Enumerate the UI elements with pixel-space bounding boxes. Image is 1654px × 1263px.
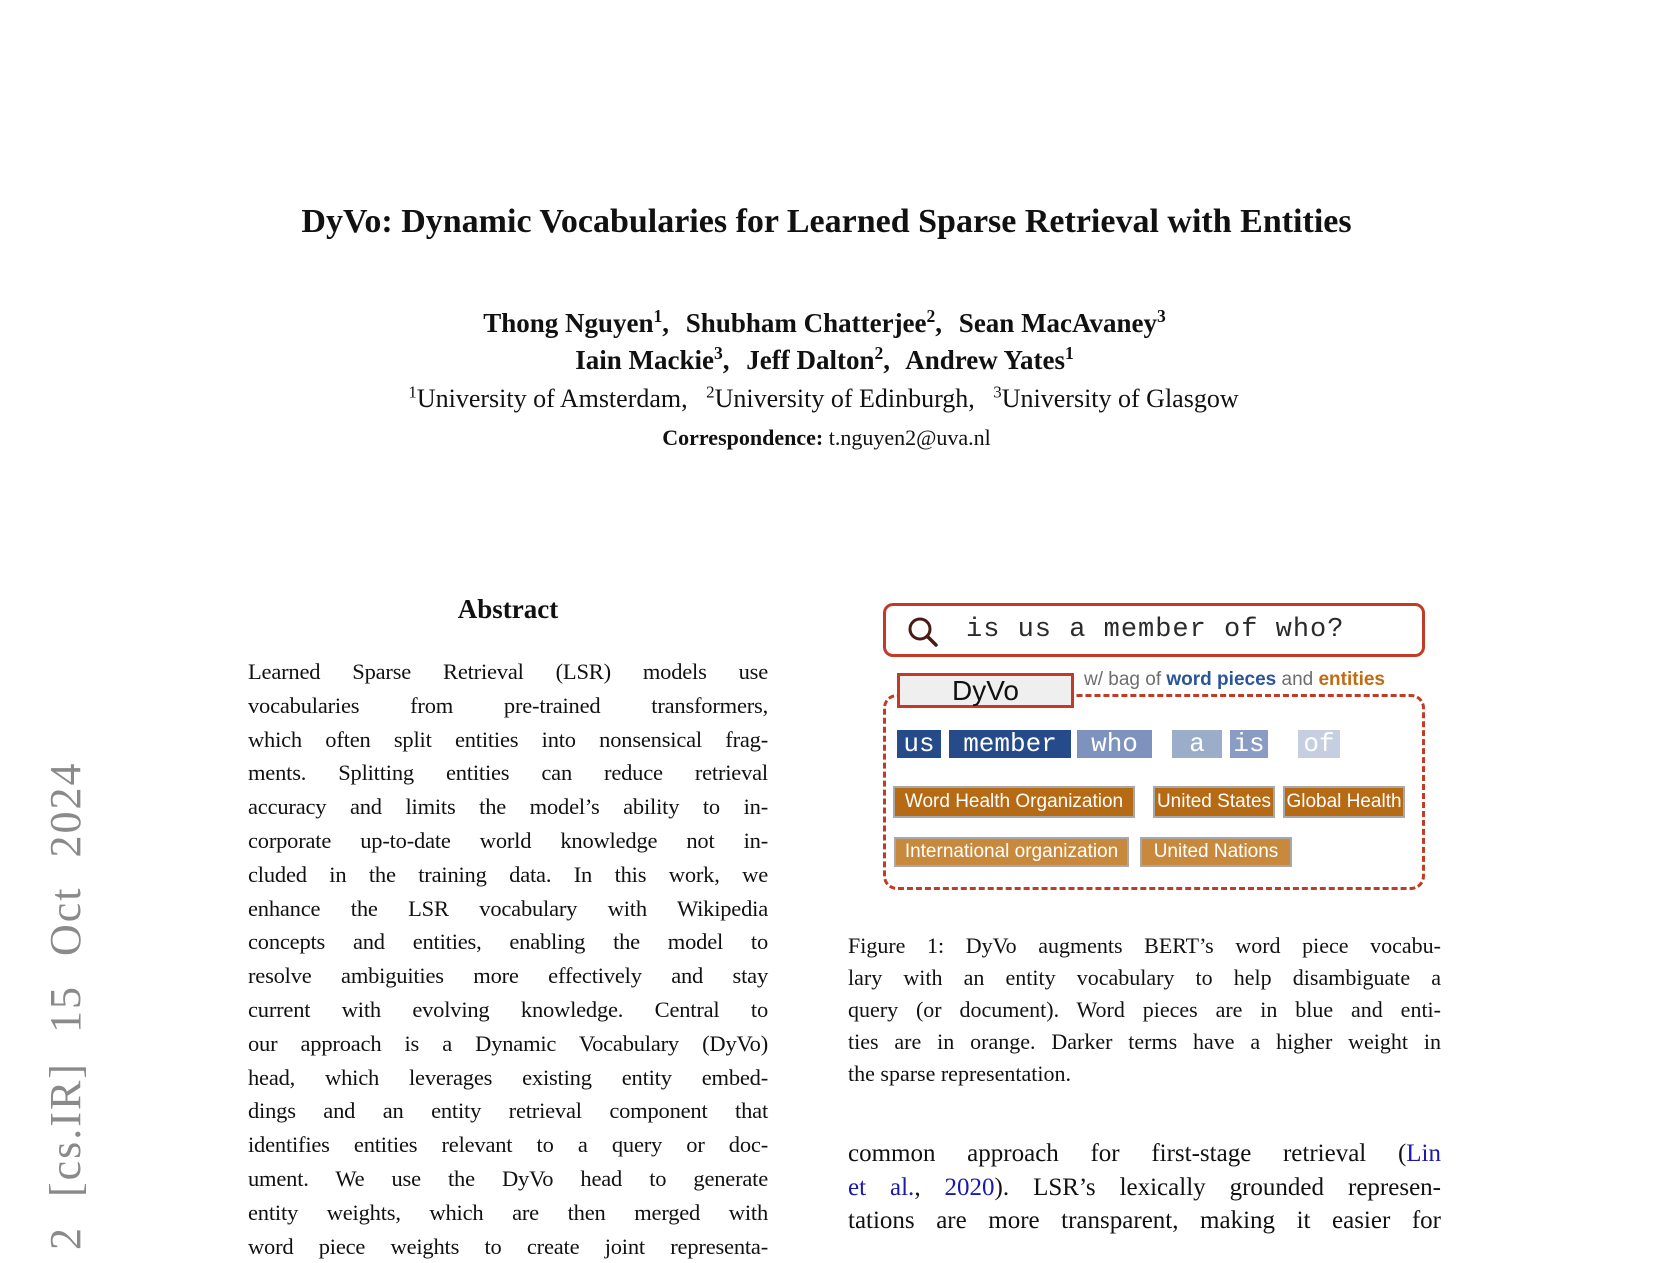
text-line: current with evolving knowledge. Central to <box>248 996 768 1022</box>
text-line: Learned Sparse Retrieval (LSR) models use <box>248 659 768 684</box>
text-line: lary with an entity vocabulary to help disambiguate a <box>848 965 1441 990</box>
text-line: Figure 1: DyVo augments BERT’s word piece vocabu- <box>848 933 1441 958</box>
search-icon <box>906 615 942 651</box>
author: Sean MacAvaney$^3$ <box>958 306 1166 338</box>
author: Thong Nguyen$^1$, <box>483 306 670 338</box>
abstract-heading: Abstract <box>457 594 559 624</box>
text-line: resolve ambiguities more effectively and stay <box>248 963 768 989</box>
authors-line-1 <box>212 306 1441 339</box>
bag-label <box>1084 669 1385 691</box>
text-segment: common approach for first-stage retrieval ( <box>848 1140 1407 1167</box>
citation-link[interactable]: et al. <box>848 1173 915 1201</box>
word-piece-tag: us <box>897 730 941 758</box>
correspondence-label: Correspondence: <box>662 425 824 450</box>
word-piece-tag: of <box>1298 730 1340 758</box>
affiliation: $^2$University of Edinburgh, <box>706 382 975 413</box>
text-line: the sparse representation. <box>848 1061 1071 1086</box>
text-line: concepts and entities, enabling the model to <box>248 929 768 955</box>
correspondence-email-link[interactable]: t.nguyen2@uva.nl <box>828 425 991 450</box>
text-line: ument. We use the DyVo head to generate <box>248 1165 768 1191</box>
author: Andrew Yates$^1$ <box>905 343 1074 375</box>
text-line: our approach is a Dynamic Vocabulary (DyVo) <box>248 1030 768 1056</box>
search-box-illustration <box>883 603 1425 657</box>
text-line: query (or document). Word pieces are in blue and enti- <box>848 997 1441 1022</box>
author: Jeff Dalton$^2$, <box>746 343 890 375</box>
body-text-column <box>848 1137 1441 1238</box>
citation-link[interactable]: Lin <box>1406 1140 1441 1167</box>
word-piece-tag: is <box>1230 730 1268 758</box>
text-line: tations are more transparent, making it easier for <box>848 1207 1441 1234</box>
authors-line-2 <box>212 343 1441 376</box>
text-line: ments. Splitting entities can reduce retrieval <box>248 760 768 786</box>
text-line <box>848 1171 1441 1205</box>
text-segment: and <box>1276 669 1319 690</box>
text-segment: entities <box>1318 669 1386 690</box>
dyvo-model-box: DyVo <box>897 673 1074 708</box>
paper-title: DyVo: Dynamic Vocabularies for Learned Sparse Retrieval with Entities <box>301 203 1352 240</box>
text-line: which often split entities into nonsensical frag- <box>248 726 768 752</box>
correspondence-line <box>212 425 1441 451</box>
word-piece-tag: member <box>949 730 1071 758</box>
text-line: identifies entities relevant to a query or doc- <box>248 1132 768 1158</box>
text-line: corporate up-to-date world knowledge not in- <box>248 827 768 853</box>
entity-tag: International organization <box>894 837 1129 867</box>
text-segment: w/ bag of <box>1084 669 1167 690</box>
text-line: cluded in the training data. In this work, we <box>248 861 768 887</box>
affiliation: $^3$University of Glasgow <box>993 382 1239 413</box>
text-line <box>848 1137 1441 1171</box>
entity-tag: Word Health Organization <box>893 786 1135 818</box>
text-line: enhance the LSR vocabulary with Wikipedia <box>248 895 768 921</box>
abstract-text <box>248 655 768 1263</box>
text-line: entity weights, which are then merged with <box>248 1199 768 1225</box>
text-segment: word pieces <box>1166 669 1277 690</box>
figure-1 <box>848 575 1441 905</box>
text-line: accuracy and limits the model’s ability to in- <box>248 794 768 820</box>
author: Iain Mackie$^3$, <box>575 343 730 375</box>
text-line: vocabularies from pre-trained transformers, <box>248 692 768 718</box>
query-text: is us a member of who? <box>966 615 1345 645</box>
text-line: head, which leverages existing entity embed- <box>248 1064 768 1090</box>
affiliation: $^1$University of Amsterdam, <box>408 382 688 413</box>
entity-tag: United Nations <box>1140 837 1292 867</box>
arxiv-watermark: 2 [cs.IR] 15 Oct 2024 <box>41 761 90 1250</box>
entity-tag: Global Health <box>1283 786 1405 818</box>
text-segment: , <box>914 1173 945 1201</box>
word-piece-tag: who <box>1077 730 1152 758</box>
text-line: ties are in orange. Darker terms have a higher weight in <box>848 1029 1441 1054</box>
affiliations <box>212 382 1441 414</box>
text-segment: ). LSR’s lexically grounded represen- <box>994 1173 1441 1201</box>
author: Shubham Chatterjee$^2$, <box>685 306 943 338</box>
text-line: dings and an entity retrieval component that <box>248 1098 768 1124</box>
figure-caption <box>848 930 1441 1090</box>
entity-tag: United States <box>1153 786 1275 818</box>
citation-link[interactable]: 2020 <box>944 1173 995 1201</box>
word-piece-tag: a <box>1172 730 1222 758</box>
text-line: word piece weights to create joint representa- <box>248 1233 768 1259</box>
